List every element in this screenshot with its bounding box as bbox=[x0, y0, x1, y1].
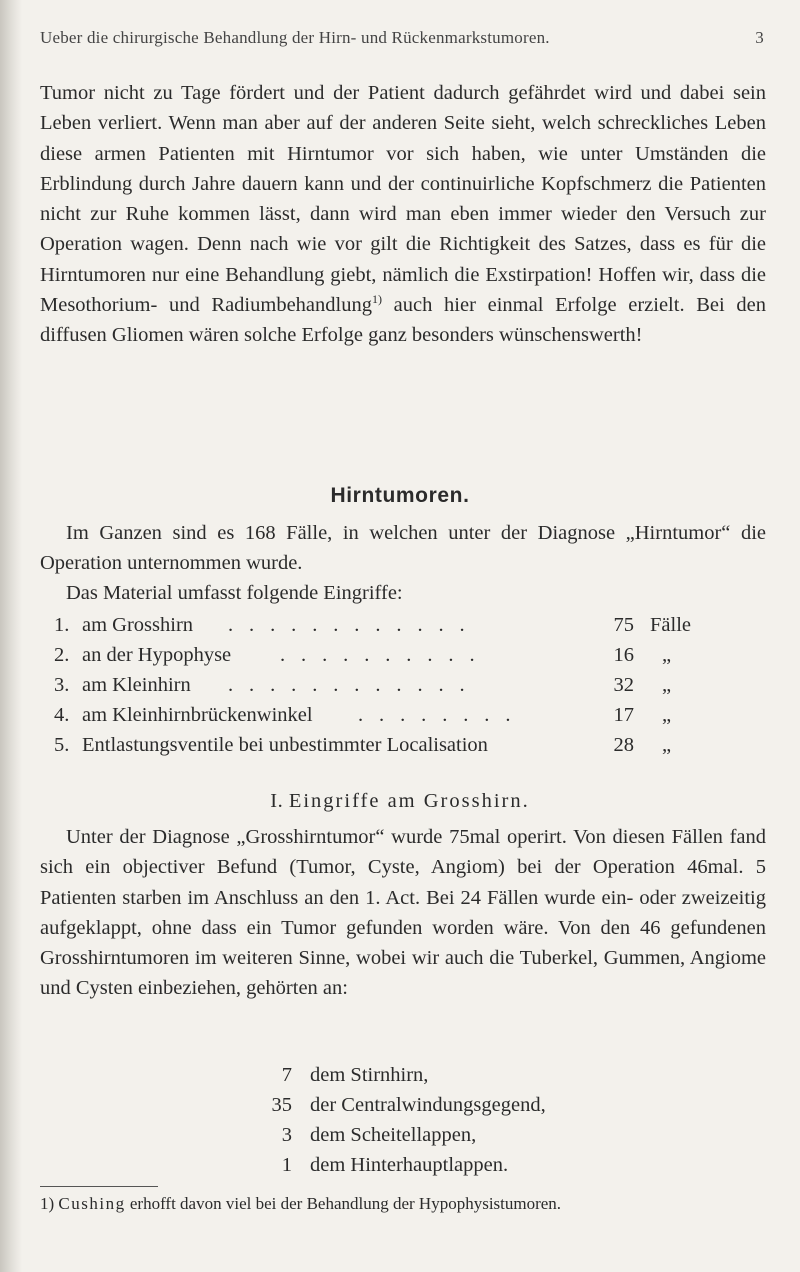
section-heading: Hirntumoren. bbox=[330, 484, 470, 507]
footnote-author: Cushing bbox=[58, 1194, 126, 1213]
intervention-row: 1. am Grosshirn . . . . . . . . . . . . 75 Fälle bbox=[54, 614, 691, 636]
paragraph-1-text: Tumor nicht zu Tage fördert und der Patient dadurch gefährdet wird und dabei sein Leben verliert. Wenn man aber auf der anderen Seite sieht, welch schreckliches Leben diese armen Patienten mit Hirntumor vor sich haben, wie unter Umständen die Erblindung durch Jahre dauern kann und der continuirliche Kopfschmerz die Patienten nicht zur Ruhe kommen lässt, dann wird man eben immer wieder den Versuch zur Operation wagen. Denn nach wie vor gilt die Richtigkeit des Satzes, dass es für die Hirntumoren nur eine Behandlung giebt, nämlich die Exstirpation! Hoffen wir, dass die Mesothorium- und Radiumbehandlung bbox=[40, 82, 766, 317]
page-spine-shadow bbox=[0, 0, 22, 1272]
footnote-ref: 1) bbox=[371, 292, 382, 307]
footnote-rule bbox=[40, 1186, 158, 1187]
page-number: 3 bbox=[755, 28, 764, 47]
subsection-heading: I. Eingriffe am Grosshirn. bbox=[270, 790, 530, 812]
intervention-row: 3. am Kleinhirn . . . . . . . . . . . . 32 „ bbox=[54, 674, 672, 696]
running-head bbox=[40, 28, 764, 48]
paragraph-grosshirn: Unter der Diagnose „Grosshirntumor“ wurde 75mal operirt. Von diesen Fällen fand sich ein objectiver Befund (Tumor, Cyste, Angiom) bei der Operation 46mal. 5 Patienten starben im Anschluss an den 1. Act. Bei 24 Fällen wurde ein- oder zweizeitig aufgeklappt, ohne dass ein Tumor gefunden worden wäre. Von den 46 gefundenen Grosshirntumoren im weiteren Sinne, wobei wir auch die Tuberkel, Gummen, Angiome und Cysten einbeziehen, gehörten an: bbox=[40, 826, 766, 1000]
paragraph-continuation bbox=[40, 78, 766, 351]
footnote-text: erhofft davon viel bei der Behandlung der Hypophysistumoren. bbox=[129, 1194, 562, 1213]
intervention-row: 4. am Kleinhirnbrückenwinkel . . . . . . . . 17 „ bbox=[54, 704, 672, 726]
intervention-row: 2. an der Hypophyse . . . . . . . . . . 16 „ bbox=[54, 644, 672, 666]
footnote bbox=[40, 1192, 770, 1216]
paragraph-case-count: Im Ganzen sind es 168 Fälle, in welchen unter der Diagnose „Hirntumor“ die Operation unternommen wurde. bbox=[40, 522, 766, 575]
running-title: Ueber die chirurgische Behandlung der Hirn- und Rückenmarkstumoren. bbox=[40, 28, 550, 47]
intervention-row: 5. Entlastungsventile bei unbestimmter Localisation 28 „ bbox=[54, 734, 672, 756]
paragraph-1-end: auch hier einmal Erfolge erzielt. Bei den diffusen Gliomen wären solche Erfolge ganz besonders wünschenswerth! bbox=[40, 294, 766, 347]
footnote-marker: 1) bbox=[40, 1194, 55, 1213]
paragraph-material: Das Material umfasst folgende Eingriffe: bbox=[66, 582, 403, 604]
book-page: Ueber die chirurgische Behandlung der Hirn- und Rückenmarkstumoren. 3 Tumor nicht zu Tage fördert und der Patient dadurch gefährdet wird und dabei sein Leben verliert. Wenn man aber auf der anderen Seite sieht, welch schreckliches Leben diese armen Patienten mit Hirntumor vor sich haben, wie unter Umständen die Erblindung durch Jahre dauern kann und der continuirliche Kopfschmerz die Patienten nicht zur Ruhe kommen lässt, dann wird man eben immer wieder den Versuch zur Operation wagen. Denn nach wie vor gilt die Richtigkeit des Satzes, dass es für die Hirntumoren nur eine Behandlung giebt, nämlich die Exstirpation! Hoffen wir, dass die Mesothorium- und Radiumbehandlung$^{1)}$ auch hier einmal Erfolge erzielt. Bei den diffusen Gliomen wären solche Erfolge ganz besonders wünschenswerth! Hirntumoren. Im Ganzen sind es 168 Fälle, in welchen unter der Diagnose „Hirntumor“ die Operation unternommen wurde. Das Material umfasst folgende Eingriffe: 1. am Grosshirn . . . . . . . . . . . . 75 Fälle 2. an der Hypophyse . . . . . . . . . . 16 „ 3. am Kleinhirn . . . . . . . . . . . . 32 „ 4. am Kleinhirnbrückenwinkel . . . . . . . . 17 „ 5. Entlastungsventile bei unbestimmter Localisation 28 „ I. Eingriffe am Grosshirn. Unter der Diagnose „Grosshirntumor“ wurde 75mal operirt. Von diesen Fällen fand sich ein objectiver Befund (Tumor, Cyste, Angiom) bei der Operation 46mal. 5 Patienten starben im Anschluss an den 1. Act. Bei 24 Fällen wurde ein- oder zweizeitig aufgeklappt, ohne dass ein Tumor gefunden worden wäre. Von den 46 gefundenen Grosshirntumoren im weiteren Sinne, wobei wir auch die Tuberkel, Gummen, Angiome und Cysten einbeziehen, gehörten an: 7 dem Stirnhirn, 35 der Centralwindungsgegend, 3 dem Scheitellappen, 1 dem Hinterhauptlappen. 1) Cushing erhofft davon viel bei der Behandlung der Hypophysistumoren. bbox=[0, 0, 800, 1272]
